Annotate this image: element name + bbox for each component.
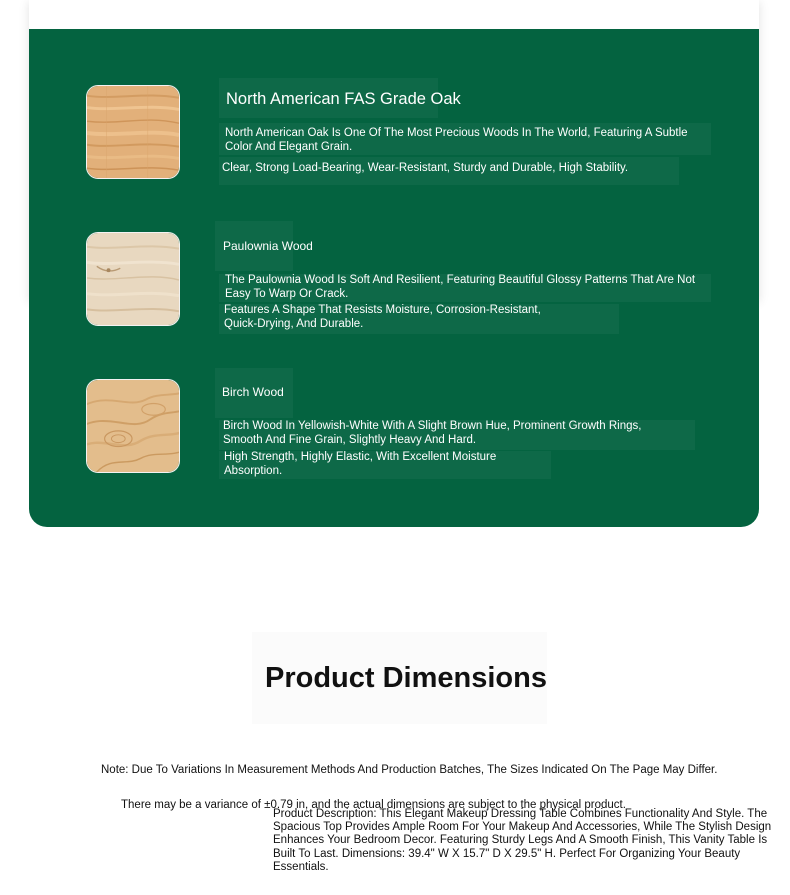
birch-title: Birch Wood <box>222 385 284 399</box>
paulownia-wood-swatch-icon <box>86 232 180 326</box>
paulownia-title: Paulownia Wood <box>223 239 313 253</box>
dimensions-variance-note: There may be a variance of ±0.79 in, and the actual dimensions are subject to the physical product. <box>121 799 626 811</box>
oak-title: North American FAS Grade Oak <box>226 90 461 108</box>
product-description: Product Description: This Elegant Makeup Dressing Table Combines Functionality And Style. The Spacious Top Provides Ample Room For Your Makeup And Accessories, While The Stylish Design Enhances Your Bedroom Decor. Featuring Sturdy Legs And A Smooth Finish, This Vanity Table Is Built To Last. Dimensions: 39.4" W X 15.7" D X 29.5" H. Perfect For Organizing Your Beauty Essentials. <box>273 808 772 873</box>
oak-description: North American Oak Is One Of The Most Precious Woods In The World, Featuring A Subtle Color And Elegant Grain. <box>225 127 688 153</box>
oak-wood-swatch-icon <box>86 85 180 179</box>
dimensions-heading: Product Dimensions <box>265 662 547 694</box>
paulownia-features: Features A Shape That Resists Moisture, Corrosion-Resistant, Quick-Drying, And Durable. <box>224 304 541 330</box>
oak-features: Clear, Strong Load-Bearing, Wear-Resistant, Sturdy and Durable, High Stability. <box>222 162 629 174</box>
paulownia-description: The Paulownia Wood Is Soft And Resilient, Featuring Beautiful Glossy Patterns That Are Not Easy To Warp Or Crack. <box>225 274 696 300</box>
birch-wood-swatch-icon <box>86 379 180 473</box>
birch-features: High Strength, Highly Elastic, With Excellent Moisture Absorption. <box>224 451 497 477</box>
dimensions-note: Note: Due To Variations In Measurement Methods And Production Batches, The Sizes Indicated On The Page May Differ. <box>101 764 718 776</box>
birch-description: Birch Wood In Yellowish-White With A Slight Brown Hue, Prominent Growth Rings, Smooth And Fine Grain, Slightly Heavy And Hard. <box>223 420 642 446</box>
